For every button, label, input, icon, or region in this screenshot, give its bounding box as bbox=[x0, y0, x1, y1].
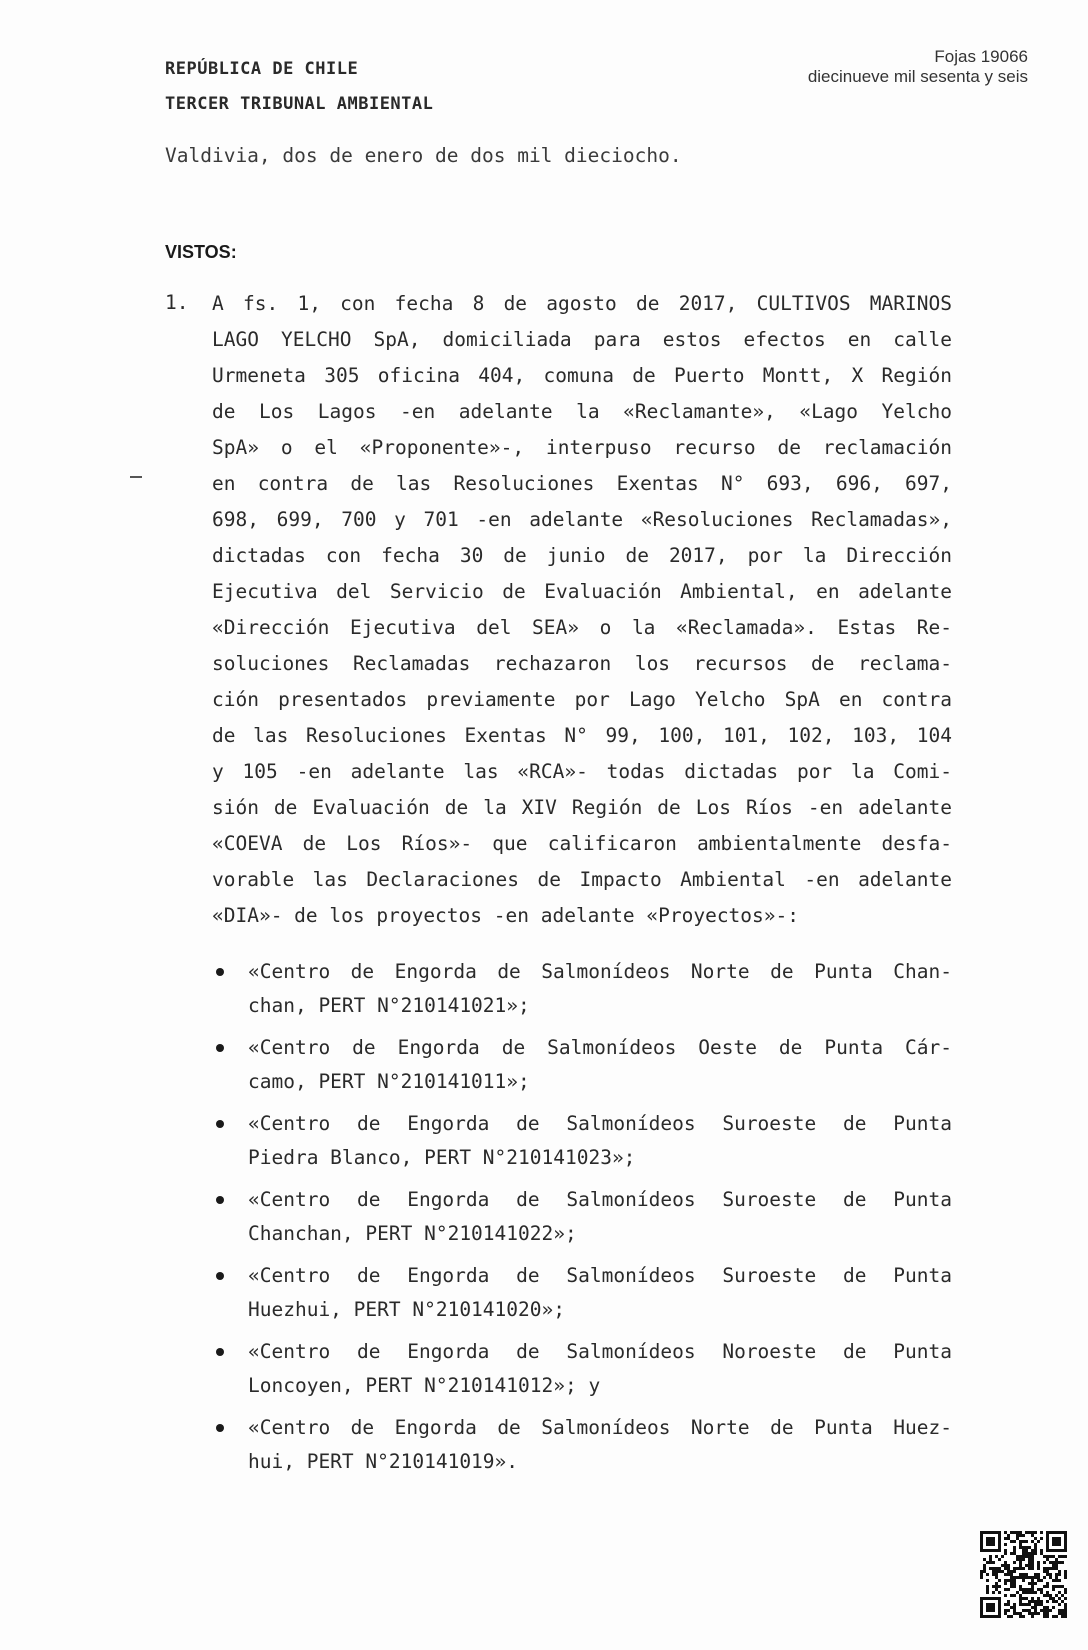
bullet-icon bbox=[216, 968, 224, 976]
list-item-line: chan, PERT N°210141021»; bbox=[248, 994, 530, 1017]
paragraph-line: sión de Evaluación de la XIV Región de Los Ríos -en adelante bbox=[212, 796, 952, 819]
list-item bbox=[212, 1030, 952, 1106]
paragraph-line: dictadas con fecha 30 de junio de 2017, por la Dirección bbox=[212, 544, 952, 567]
letterhead bbox=[165, 52, 433, 122]
country-heading: REPÚBLICA DE CHILE bbox=[165, 59, 359, 79]
paragraph-line: y 105 -en adelante las «RCA»- todas dictadas por la Comi- bbox=[212, 760, 952, 783]
list-item-line: «Centro de Engorda de Salmonídeos Norte de Punta Huez- bbox=[248, 1416, 952, 1439]
bullet-icon bbox=[216, 1044, 224, 1052]
paragraph-line: LAGO YELCHO SpA, domiciliada para estos efectos en calle bbox=[212, 328, 952, 351]
margin-mark bbox=[130, 476, 142, 478]
list-item bbox=[212, 1410, 952, 1486]
paragraph-line: A fs. 1, con fecha 8 de agosto de 2017, CULTIVOS MARINOS bbox=[212, 292, 952, 315]
list-item-line: «Centro de Engorda de Salmonídeos Suroeste de Punta bbox=[248, 1112, 952, 1135]
list-item-line: Chanchan, PERT N°210141022»; bbox=[248, 1222, 577, 1245]
list-item bbox=[212, 1182, 952, 1258]
body-paragraph bbox=[212, 286, 952, 934]
folio-number: Fojas 19066 bbox=[934, 47, 1028, 66]
qr-code-icon[interactable] bbox=[980, 1531, 1067, 1618]
folio-stamp bbox=[808, 47, 1028, 87]
dateline: Valdivia, dos de enero de dos mil dieciocho. bbox=[165, 144, 682, 167]
paragraph-line: Urmeneta 305 oficina 404, comuna de Puerto Montt, X Región bbox=[212, 364, 952, 387]
list-item-line: «Centro de Engorda de Salmonídeos Suroeste de Punta bbox=[248, 1264, 952, 1287]
list-item-line: Huezhui, PERT N°210141020»; bbox=[248, 1298, 565, 1321]
bullet-icon bbox=[216, 1120, 224, 1128]
list-item bbox=[212, 1258, 952, 1334]
list-item-line: «Centro de Engorda de Salmonídeos Oeste de Punta Cár- bbox=[248, 1036, 952, 1059]
list-item-line: camo, PERT N°210141011»; bbox=[248, 1070, 530, 1093]
list-item-line: «Centro de Engorda de Salmonídeos Norte de Punta Chan- bbox=[248, 960, 952, 983]
list-item-line: hui, PERT N°210141019». bbox=[248, 1450, 519, 1473]
paragraph-line: «Dirección Ejecutiva del SEA» o la «Reclamada». Estas Re- bbox=[212, 616, 952, 639]
paragraph-line: vorable las Declaraciones de Impacto Ambiental -en adelante bbox=[212, 868, 952, 891]
bullet-icon bbox=[216, 1272, 224, 1280]
paragraph-line: «COEVA de Los Ríos»- que calificaron ambientalmente desfa- bbox=[212, 832, 952, 855]
bullet-icon bbox=[216, 1424, 224, 1432]
folio-words: diecinueve mil sesenta y seis bbox=[807, 67, 1028, 86]
list-item-line: Loncoyen, PERT N°210141012»; y bbox=[248, 1374, 601, 1397]
section-title: VISTOS: bbox=[165, 242, 237, 262]
paragraph-line: en contra de las Resoluciones Exentas N° 693, 696, 697, bbox=[212, 472, 952, 495]
paragraph-line: 698, 699, 700 y 701 -en adelante «Resoluciones Reclamadas», bbox=[212, 508, 952, 531]
paragraph-line: de las Resoluciones Exentas N° 99, 100, 101, 102, 103, 104 bbox=[212, 724, 952, 747]
list-item bbox=[212, 1334, 952, 1410]
list-item bbox=[212, 1106, 952, 1182]
paragraph-line: SpA» o el «Proponente»-, interpuso recurso de reclamación bbox=[212, 436, 952, 459]
list-item-line: «Centro de Engorda de Salmonídeos Noroeste de Punta bbox=[248, 1340, 952, 1363]
court-heading: TERCER TRIBUNAL AMBIENTAL bbox=[165, 94, 434, 114]
item-number: 1. bbox=[165, 291, 189, 314]
bullet-icon bbox=[216, 1348, 224, 1356]
list-item-line: Piedra Blanco, PERT N°210141023»; bbox=[248, 1146, 636, 1169]
paragraph-line: Ejecutiva del Servicio de Evaluación Ambiental, en adelante bbox=[212, 580, 952, 603]
list-item bbox=[212, 954, 952, 1030]
paragraph-line: soluciones Reclamadas rechazaron los recursos de reclama- bbox=[212, 652, 952, 675]
project-list bbox=[212, 954, 952, 1486]
paragraph-line: de Los Lagos -en adelante la «Reclamante», «Lago Yelcho bbox=[212, 400, 952, 423]
paragraph-line: ción presentados previamente por Lago Yelcho SpA en contra bbox=[212, 688, 952, 711]
paragraph-line: «DIA»- de los proyectos -en adelante «Proyectos»-: bbox=[212, 904, 799, 927]
bullet-icon bbox=[216, 1196, 224, 1204]
list-item-line: «Centro de Engorda de Salmonídeos Suroeste de Punta bbox=[248, 1188, 952, 1211]
